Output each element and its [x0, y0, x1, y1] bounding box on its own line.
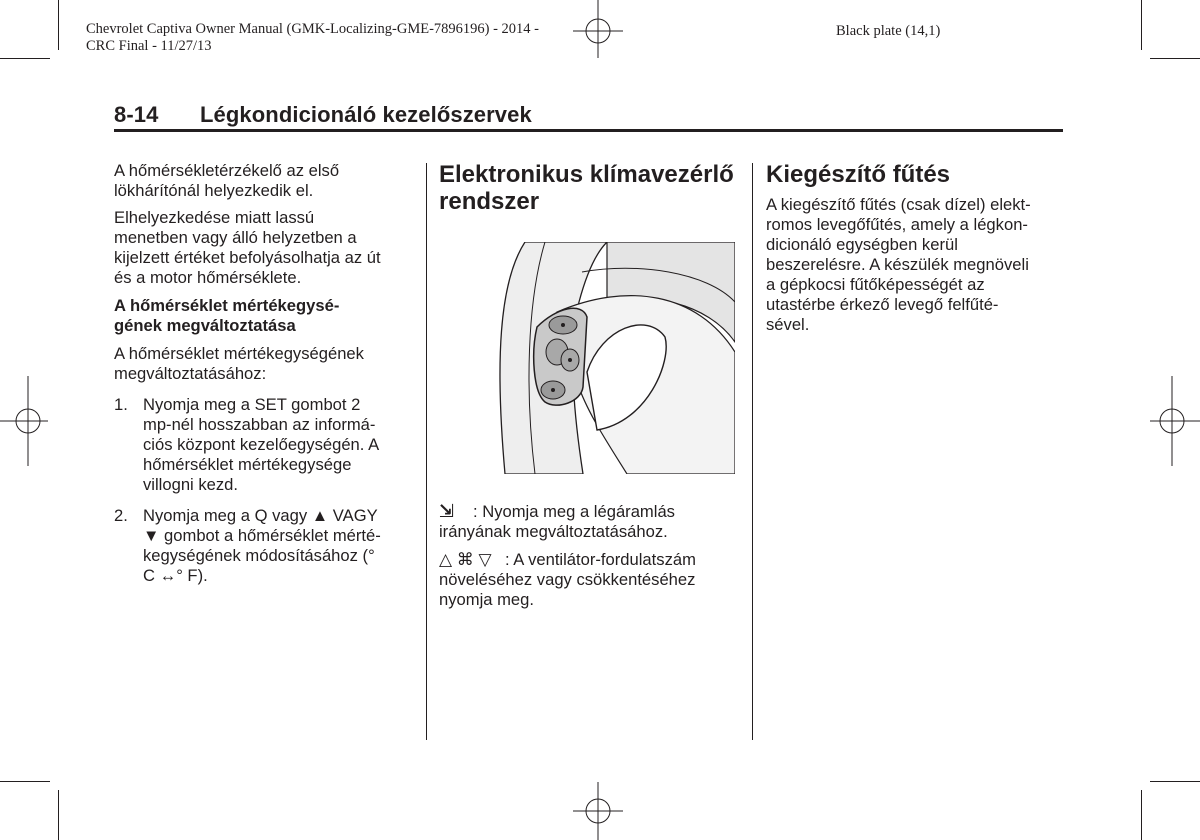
column-divider	[752, 163, 753, 740]
column-divider	[426, 163, 427, 740]
print-job-line2: CRC Final - 11/27/13	[86, 38, 212, 54]
step-number: 1.	[114, 395, 128, 414]
heading-rule	[114, 129, 1063, 132]
paragraph-auxiliary-heater: A kiegészítő fűtés (csak dízel) elekt- romos levegőfűtés, amely a légkon- dicionáló egységben kerül beszerelésre. A készülék megnöveli a gépkocsi fűtőképességét az utastérbe érkező levegő felfűté- sével.	[766, 195, 1031, 334]
airflow-icon: ⇲	[439, 501, 455, 521]
paragraph-sensor-accuracy: Elhelyezkedése miatt lassú menetben vagy álló helyzetben a kijelzett értéket befolyásolhatja az út és a motor hőmérséklete.	[114, 208, 381, 287]
paragraph-fan-speed	[439, 550, 744, 610]
registration-mark-left	[0, 376, 48, 466]
column-3	[766, 161, 1066, 335]
section-heading	[114, 102, 532, 128]
column-1	[114, 161, 414, 586]
heading-climate-control: Elektronikus klímavezérlő rendszer	[439, 161, 734, 215]
fan-speed-text: : A ventilátor-fordulatszám növeléséhez vagy csökkentéséhez nyomja meg.	[439, 550, 696, 609]
section-number: 8-14	[114, 102, 159, 127]
step-number: 2.	[114, 506, 128, 525]
heading-auxiliary-heater: Kiegészítő fűtés	[766, 161, 951, 188]
column-2	[439, 161, 744, 215]
step-text: Nyomja meg a Q vagy ▲ VAGY ▼ gombot a hőmérséklet mérté- kegységének módosításához (° C ↔° F).	[143, 506, 381, 585]
plate-label: Black plate (14,1)	[836, 23, 941, 39]
column-2-lower	[439, 502, 744, 610]
list-item-step-2	[114, 506, 414, 586]
registration-mark-top	[573, 0, 623, 58]
steering-wheel-controls-illustration	[487, 242, 735, 474]
subheading-unit-change: A hőmérséklet mértékegysé- gének megváltoztatása	[114, 296, 340, 335]
fan-speed-icon: △ ⌘ ▽	[439, 550, 492, 569]
paragraph-unit-change-intro: A hőmérséklet mértékegységének megváltoztatásához:	[114, 344, 364, 383]
registration-mark-right	[1150, 376, 1200, 466]
registration-mark-bottom	[573, 782, 623, 840]
list-item-step-1	[114, 395, 414, 495]
paragraph-airflow	[439, 502, 744, 542]
paragraph-sensor-location: A hőmérsékletérzékelő az első lökhárítónál helyezkedik el.	[114, 161, 340, 200]
step-text: Nyomja meg a SET gombot 2 mp-nél hosszabban az informá- ciós központ kezelőegységén. A hőmérséklet mértékegysége villogni kezd.	[143, 395, 380, 494]
print-job-line1: Chevrolet Captiva Owner Manual (GMK-Localizing-GME-7896196) - 2014 -	[86, 21, 540, 37]
airflow-text: : Nyomja meg a légáramlás irányának megváltoztatásához.	[439, 502, 675, 541]
section-title: Légkondicionáló kezelőszervek	[200, 102, 532, 127]
